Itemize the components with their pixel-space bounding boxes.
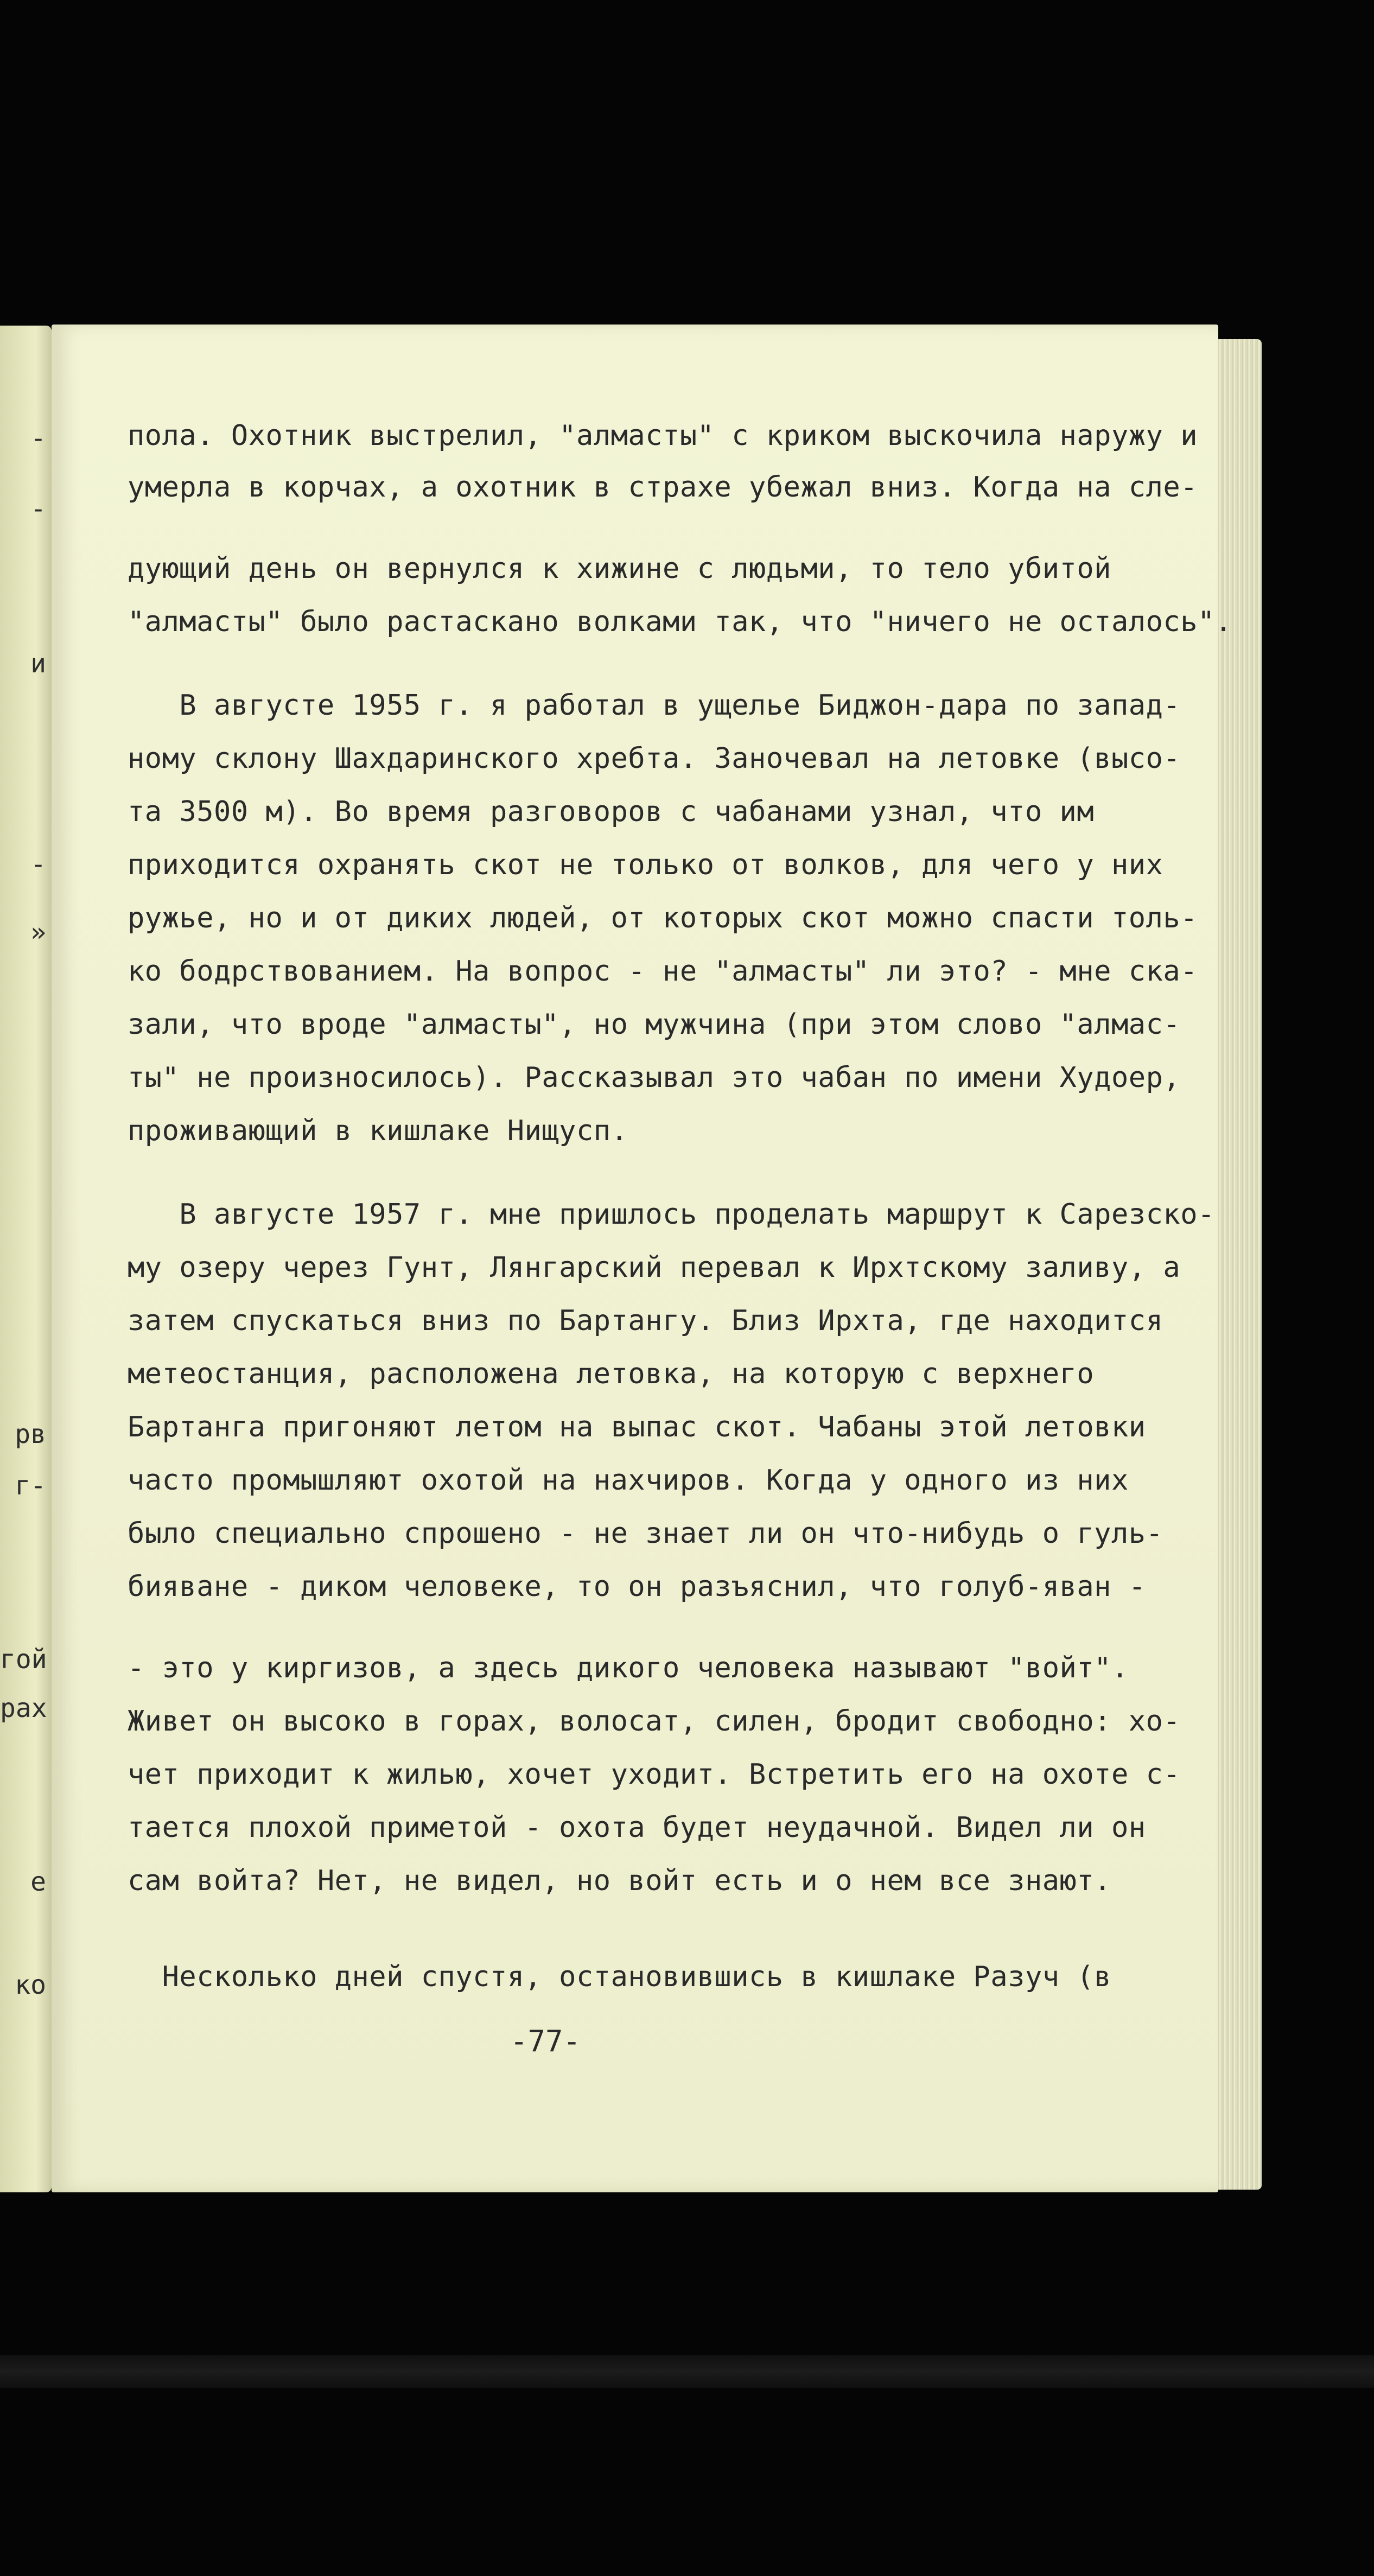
- left-fragment: -: [30, 423, 46, 454]
- text-line: ты" не произносилось). Рассказывал это чабан по имени Худоер,: [128, 1061, 1181, 1094]
- text-line: тается плохой приметой - охота будет неудачной. Видел ли он: [128, 1811, 1146, 1844]
- text-line: та 3500 м). Во время разговоров с чабанами узнал, что им: [128, 796, 1095, 828]
- text-line: Несколько дней спустя, остановившись в кишлаке Разуч (в: [128, 1961, 1111, 1993]
- text-line: ному склону Шахдаринского хребта. Заночевал на летовке (высо-: [128, 742, 1181, 775]
- text-line: Бартанга пригоняют летом на выпас скот. Чабаны этой летовки: [128, 1411, 1146, 1443]
- left-fragment: ко: [15, 1970, 46, 2000]
- text-line: приходится охранять скот не только от волков, для чего у них: [128, 849, 1163, 881]
- text-line: зали, что вроде "алмасты", но мужчина (при этом слово "алмас-: [128, 1008, 1181, 1041]
- text-line: метеостанция, расположена летовка, на которую с верхнего: [128, 1358, 1095, 1390]
- background-band: [0, 2355, 1374, 2388]
- text-line: дующий день он вернулся к хижине с людьми, то тело убитой: [128, 552, 1111, 585]
- text-line: чет приходит к жилью, хочет уходит. Встретить его на охоте с-: [128, 1758, 1181, 1791]
- text-line: умерла в корчах, а охотник в страхе убежал вниз. Когда на сле-: [128, 471, 1198, 504]
- text-line: В августе 1955 г. я работал в ущелье Биджон-дара по запад-: [128, 689, 1181, 722]
- text-line: ружье, но и от диких людей, от которых скот можно спасти толь-: [128, 902, 1198, 934]
- text-line: му озеру через Гунт, Лянгарский перевал к Ирхтскому заливу, а: [128, 1251, 1181, 1284]
- text-line: сам войта? Нет, не видел, но войт есть и о нем все знают.: [128, 1865, 1111, 1897]
- left-fragment: г-: [15, 1471, 46, 1501]
- left-fragment: -: [30, 849, 46, 880]
- text-line: Живет он высоко в горах, волосат, силен, бродит свободно: хо-: [128, 1705, 1181, 1738]
- left-fragment: гой: [0, 1644, 47, 1675]
- text-line: проживающий в кишлаке Нищусп.: [128, 1115, 628, 1147]
- left-page-edge: [0, 326, 52, 2192]
- text-line: "алмасты" было растаскано волками так, что "ничего не осталось".: [128, 606, 1232, 638]
- left-fragment: рв: [15, 1419, 46, 1449]
- left-fragment: е: [30, 1867, 46, 1897]
- left-fragment: »: [30, 917, 46, 947]
- text-line: В августе 1957 г. мне пришлось проделать маршрут к Сарезско-: [128, 1198, 1215, 1231]
- left-fragment: и: [30, 648, 46, 679]
- text-line: ко бодрствованием. На вопрос - не "алмасты" ли это? - мне ска-: [128, 955, 1198, 988]
- text-line: - это у киргизов, а здесь дикого человека называют "войт".: [128, 1652, 1129, 1684]
- document-page: [52, 325, 1232, 2192]
- page-number: -77-: [510, 2024, 581, 2058]
- text-line: было специально спрошено - не знает ли он что-нибудь о гуль-: [128, 1517, 1163, 1550]
- left-fragment: -: [30, 494, 46, 524]
- text-line: пола. Охотник выстрелил, "алмасты" с криком выскочила наружу и: [128, 419, 1198, 452]
- text-line: затем спускаться вниз по Бартангу. Близ Ирхта, где находится: [128, 1305, 1163, 1337]
- left-fragment: рах: [0, 1693, 47, 1723]
- text-line: часто промышляют охотой на нахчиров. Когда у одного из них: [128, 1464, 1129, 1497]
- text-line: бияване - диком человеке, то он разъяснил, что голуб-яван -: [128, 1570, 1146, 1603]
